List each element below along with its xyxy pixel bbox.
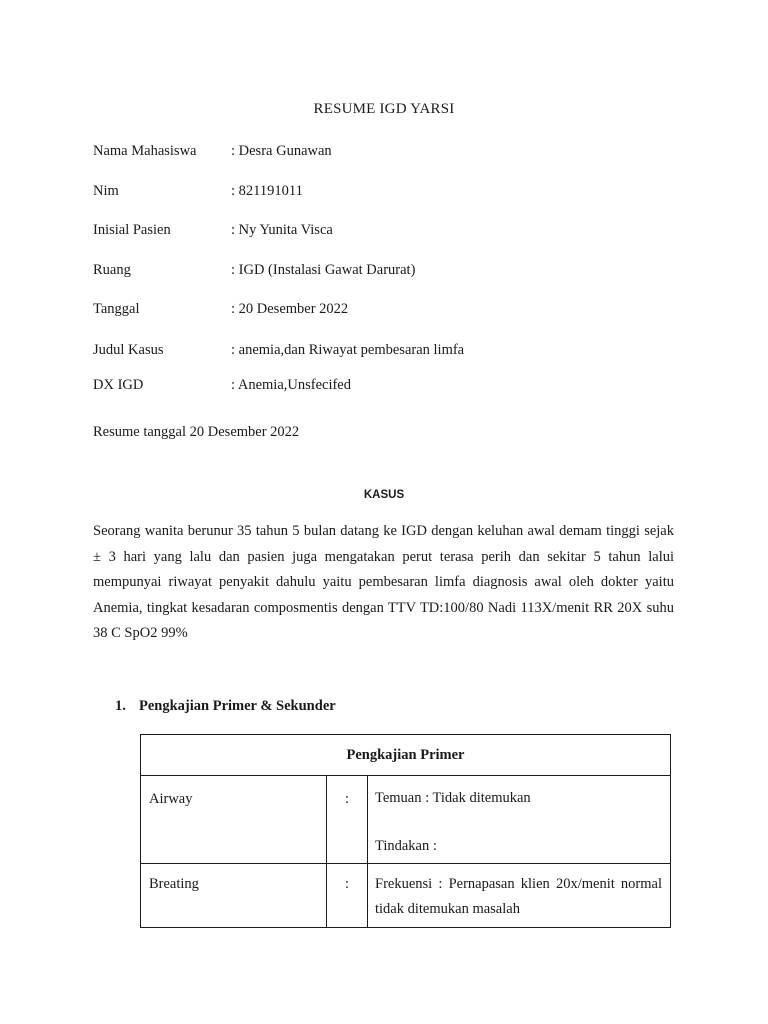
resume-date: Resume tanggal 20 Desember 2022	[93, 424, 300, 440]
row-value	[368, 776, 671, 864]
field-value: : Ny Yunita Visca	[231, 222, 333, 238]
field-label: Nim	[93, 183, 119, 199]
field-label: Tanggal	[93, 301, 140, 317]
field-label: Nama Mahasiswa	[93, 143, 197, 159]
section-number: 1.	[115, 698, 126, 714]
field-label: DX IGD	[93, 377, 144, 393]
airway-temuan: Temuan : Tidak ditemukan	[375, 790, 531, 806]
row-colon: :	[327, 776, 368, 864]
document-title: RESUME IGD YARSI	[313, 101, 455, 117]
airway-tindakan: Tindakan :	[375, 838, 437, 854]
kasus-paragraph: Seorang wanita berunur 35 tahun 5 bulan datang ke IGD dengan keluhan awal demam tinggi sejak ± 3 hari yang lalu dan pasien juga mengatakan perut terasa perih dan sekitar 5 tahun lalui mempunyai riwayat penyakit dahulu yaitu pembesaran limfa diagnosis awal oleh dokter yaitu Anemia, tingkat kesadaran composmentis dengan TTV TD:100/80 Nadi 113X/menit RR 20X suhu 38 C SpO2 99%	[93, 523, 674, 641]
field-value: : 20 Desember 2022	[231, 301, 349, 317]
table-row-airway	[141, 776, 671, 864]
pengkajian-table	[140, 734, 671, 928]
row-label: Airway	[141, 776, 327, 864]
table-row-breating	[141, 864, 671, 928]
field-label: Judul Kasus	[93, 342, 164, 358]
field-value: : Desra Gunawan	[231, 143, 332, 159]
section-heading	[115, 698, 336, 715]
field-label: Ruang	[93, 262, 131, 278]
field-value: : IGD (Instalasi Gawat Darurat)	[231, 262, 416, 278]
section-title: Pengkajian Primer & Sekunder	[139, 698, 336, 714]
field-value: : anemia,dan Riwayat pembesaran limfa	[231, 342, 465, 358]
kasus-heading: KASUS	[363, 489, 405, 501]
field-value: : 821191011	[231, 183, 303, 199]
field-value: : Anemia,Unsfecifed	[231, 377, 351, 393]
field-label: Inisial Pasien	[93, 222, 171, 238]
row-value: Frekuensi : Pernapasan klien 20x/menit normal tidak ditemukan masalah	[368, 864, 671, 928]
row-label: Breating	[141, 864, 327, 928]
table-header: Pengkajian Primer	[141, 735, 671, 776]
row-colon: :	[327, 864, 368, 928]
